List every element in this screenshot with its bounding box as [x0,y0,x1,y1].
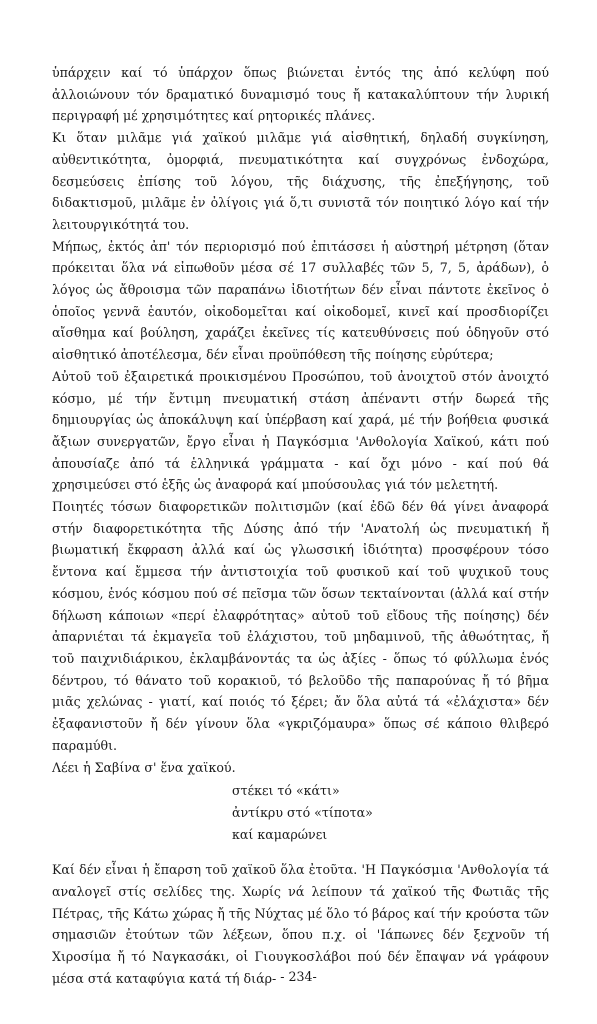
haiku-poem [232,780,549,845]
poem-line-2: ἀντίκρυ στό «τίποτα» [232,804,373,820]
paragraph-2: Κι ὅταν μιλᾶμε γιά χαϊκού μιλᾶμε γιά αἰσθητική, δηλαδή συγκίνηση, αὐθεντικότητα, ὀμορφιά, πνευματικότητα καί συγχρόνως ἐνδοχώρα, δεσμεύσεις ἐπίσης τοῦ λόγου, τῆς διάχυσης, τῆς ἐπεξήγησης, τοῦ διδακτισμοῦ, μιλᾶμε ἐν ὀλίγοις γιά ὅ,τι συνιστᾶ τόν ποιητικό λόγο καί τήν λειτουργικότητά του. [52,130,549,232]
paragraph-6: Λέει ἡ Σαβίνα σ' ἕνα χαϊκού. [52,759,236,775]
paragraph-4: Αὐτοῦ τοῦ ἐξαιρετικά προικισμένου Προσώπου, τοῦ ἀνοιχτοῦ στόν ἀνοιχτό κόσμο, μέ τήν ἔντιμη πνευματική στάση ἀπέναντι στήν δωρεά τῆς δημιουργίας ὡς ἀποκάλυψη καί ὑπέρβαση καί χαρά, μέ τήν βοήθεια φυσικά ἄξιων συνεργατῶν, ἔργο εἶναι ἡ Παγκόσμια 'Ανθολογία Χαϊκού, κάτι πού ἀπουσίαζε ἀπό τά ἑλληνικά γράμματα - καί ὄχι μόνο - καί πού θά χρησιμεύσει στό ἑξῆς ὡς ἀναφορά καί μπούσουλας γιά τόν μελετητή. [52,368,549,493]
paragraph-1: ὑπάρχειν καί τό ὑπάρχον ὅπως βιώνεται ἐντός της ἀπό κελύφη πού ἀλλοιώνουν τόν δραματικό δυναμισμό τους ἤ κατακαλύπτουν τήν λυρική περιγραφή μέ χρησιμότητες καί ρητορικές πλάνες. [52,65,549,124]
poem-line-3: καί καμαρώνει [232,826,328,842]
paragraph-closing: Καί δέν εἶναι ἡ ἔπαρση τοῦ χαϊκοῦ ὅλα ἐτοῦτα. 'Η Παγκόσμια 'Ανθολογία τά αναλογεῖ στίς σελίδες της. Χωρίς νά λείπουν τά χαϊκού τῆς Φωτιᾶς τῆς Πέτρας, τῆς Κάτω χώρας ἤ τῆς Νύχτας μέ ὅλο τό βάρος καί τήν κρούστα τῶν σημασιῶν ἐτούτων τῶν λέξεων, ὅπου π.χ. οἱ 'Ιάπωνες δέν ξεχνοῦν τή Χιροσίμα ἤ τό Ναγκασάκι, οἱ Γιουγκοσλάβοι πού δέν ἔπαψαν νά γράφουν μέσα στά καταφύγια κατά τή διάρ- [52,862,549,986]
page-number: - 234- [280,969,317,984]
paragraph-3: Μήπως, ἐκτός ἀπ' τόν περιορισμό πού ἐπιτάσσει ἡ αὐστηρή μέτρηση (ὅταν πρόκειται ὅλα νά εἰπωθοῦν μέσα σέ 17 συλλαβές τῶν 5, 7, 5, ἀράδων), ὁ λόγος ὡς ἄθροισμα τῶν παραπάνω ἰδιοτήτων δέν εἶναι πάντοτε ἐκεῖνος ὁ ὁποῖος γεννᾶ ἑαυτόν, οἰκοδομεῖται καί οἰκοδομεῖ, κινεῖ καί προσδιορίζει αἴσθημα καί βούληση, χαράζει ἐκεῖνες τίς κατευθύνσεις πού ὁδηγοῦν στό αἰσθητικό ἀποτέλεσμα, δέν εἶναι προϋπόθεση τῆς ποίησης εὐρύτερα; [52,238,549,363]
poem-line-1: στέκει τό «κάτι» [232,783,340,799]
paragraph-5: Ποιητές τόσων διαφορετικῶν πολιτισμῶν (καί ἐδῶ δέν θά γίνει ἀναφορά στήν διαφορετικότητα τῆς Δύσης ἀπό τήν 'Ανατολή ὡς πνευματική ἤ βιωματική ἔκφραση ἀλλά καί ὡς γλωσσική ἰδιότητα) προσφέρουν τόσο ἔντονα καί ἔμμεσα τήν ἀντιστοιχία τοῦ φυσικοῦ καί τοῦ ψυχικοῦ τους κόσμου, ἑνός κόσμου πού σέ πεῖσμα τῶν ὅσων τεκταίνονται (ἀλλά καί στήν δήλωση κάποιων «περί ἐλαφρότητας» αὐτοῦ τοῦ εἴδους τῆς ποίησης) δέν ἀπαρνιέται τά ἐκμαγεῖα τοῦ ἐλάχιστου, τοῦ μηδαμινοῦ, τῆς ἀθωότητας, ἤ τοῦ παιχνιδιάρικου, ἐκλαμβάνοντάς τα ὡς ἀξίες - ὅπως τό φύλλωμα ἑνός δέντρου, τό θάνατο τοῦ κορακιοῦ, τό βελοῦδο τῆς παπαρούνας ἤ τό βῆμα μιᾶς χελώνας - γιατί, καί ποιός τό ξέρει; ἄν ὅλα αὐτά τά «ἐλάχιστα» δέν ἐξαφανιστοῦν ἤ δέν γίνουν ὅλα «γκριζόμαυρα» ὅπως σέ κάποιο θλιβερό παραμύθι. [52,499,549,753]
